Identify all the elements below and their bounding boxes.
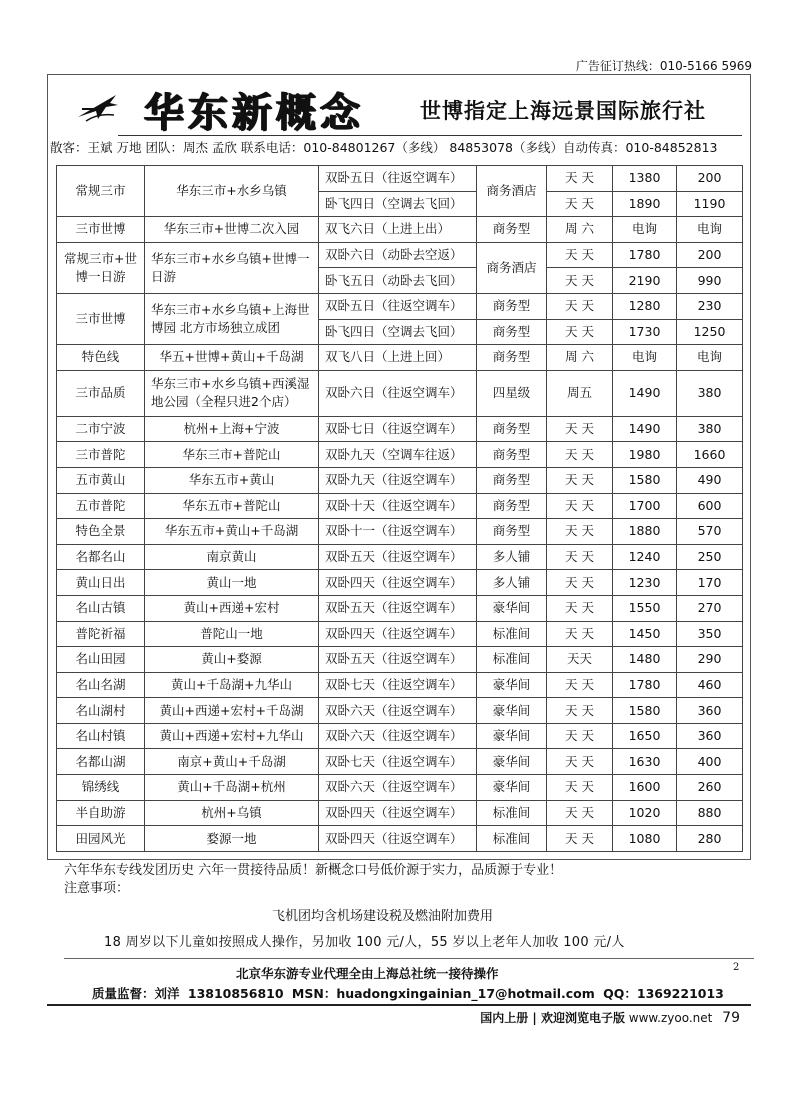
- table-row: [57, 621, 743, 647]
- departure: 天 天: [547, 268, 613, 294]
- adult-price: 1780: [613, 672, 677, 698]
- accommodation: 商务酒店: [477, 242, 547, 293]
- departure: 天 天: [547, 672, 613, 698]
- notes-title: 注意事项：: [64, 881, 130, 896]
- child-price: 1250: [677, 319, 743, 345]
- child-price: 400: [677, 749, 743, 775]
- child-price: 电询: [677, 345, 743, 371]
- supervisor-phone: 13810856810: [187, 986, 284, 1001]
- destinations: 华东三市+水乡乌镇: [145, 166, 319, 217]
- table-row: [57, 217, 743, 243]
- departure: 天天: [547, 647, 613, 673]
- route-name: 特色全景: [57, 519, 145, 545]
- destinations: 华东三市+水乡乌镇+西溪湿地公园（全程只进2个店）: [145, 370, 319, 416]
- child-price: 280: [677, 826, 743, 852]
- route-name: 三市普陀: [57, 442, 145, 468]
- history-slogan: 六年华东专线发团历史 六年一贯接待品质！新概念口号低价源于实力，品质源于专业！: [64, 863, 563, 878]
- transport: 双卧九天（往返空调车）: [319, 467, 477, 493]
- accommodation: 商务型: [477, 416, 547, 442]
- child-price: 380: [677, 416, 743, 442]
- table-row: [57, 672, 743, 698]
- tour-table: [56, 165, 743, 852]
- route-name: 五市黄山: [57, 467, 145, 493]
- route-name: 名山湖村: [57, 698, 145, 724]
- note-airport-tax: 飞机团均含机场建设税及燃油附加费用: [272, 909, 494, 924]
- adult-price: 1450: [613, 621, 677, 647]
- adult-price: 1230: [613, 570, 677, 596]
- accommodation: 商务酒店: [477, 166, 547, 217]
- destinations: 黄山+西递+宏村: [145, 595, 319, 621]
- destinations: 黄山+西递+宏村+千岛湖: [145, 698, 319, 724]
- accommodation: 标准间: [477, 621, 547, 647]
- route-name: 锦绣线: [57, 775, 145, 801]
- route-name: 名山名湖: [57, 672, 145, 698]
- supervision-line: [92, 984, 728, 1002]
- departure: 天 天: [547, 698, 613, 724]
- destinations: 华东五市+黄山: [145, 467, 319, 493]
- table-row: [57, 293, 743, 319]
- table-row: [57, 416, 743, 442]
- route-name: 名山古镇: [57, 595, 145, 621]
- adult-price: 1780: [613, 242, 677, 268]
- table-row: [57, 723, 743, 749]
- departure: 天 天: [547, 166, 613, 192]
- departure: 天 天: [547, 519, 613, 545]
- adult-price: 1630: [613, 749, 677, 775]
- notes-block: [64, 862, 754, 898]
- destinations: 杭州+上海+宁波: [145, 416, 319, 442]
- child-price: 200: [677, 242, 743, 268]
- child-price: 990: [677, 268, 743, 294]
- supervisor-label: 质量监督：刘洋: [92, 986, 180, 1001]
- adult-price: 1480: [613, 647, 677, 673]
- accommodation: 标准间: [477, 800, 547, 826]
- destinations: 华东三市+世博二次入园: [145, 217, 319, 243]
- departure: 天 天: [547, 570, 613, 596]
- transport: 双卧十一（往返空调车）: [319, 519, 477, 545]
- departure: 天 天: [547, 416, 613, 442]
- adult-price: 1490: [613, 416, 677, 442]
- adult-price: 1580: [613, 698, 677, 724]
- page-number: 79: [722, 1010, 740, 1026]
- qq-contact: QQ：1369221013: [603, 986, 724, 1001]
- destinations: 普陀山一地: [145, 621, 319, 647]
- child-price: 880: [677, 800, 743, 826]
- table-row: [57, 698, 743, 724]
- transport: 双卧九天（空调车往返）: [319, 442, 477, 468]
- adult-price: 1650: [613, 723, 677, 749]
- transport: 双卧五天（往返空调车）: [319, 544, 477, 570]
- footer-divider: [47, 1004, 751, 1006]
- departure: 周五: [547, 370, 613, 416]
- accommodation: 豪华间: [477, 749, 547, 775]
- destinations: 南京+黄山+千岛湖: [145, 749, 319, 775]
- route-name: 常规三市: [57, 166, 145, 217]
- departure: 天 天: [547, 621, 613, 647]
- route-name: 二市宁波: [57, 416, 145, 442]
- accommodation: 商务型: [477, 293, 547, 319]
- footer-site: www.zyoo.net: [628, 1011, 713, 1025]
- page-mark: 2: [733, 962, 740, 973]
- transport: 双卧六天（往返空调车）: [319, 723, 477, 749]
- note-age-surcharge: 18 周岁以下儿童如按照成人操作，另加收 100 元/人，55 岁以上老年人加收 100 元/人: [104, 935, 625, 950]
- departure: 天 天: [547, 442, 613, 468]
- departure: 天 天: [547, 242, 613, 268]
- transport: 双卧六日（往返空调车）: [319, 370, 477, 416]
- table-row: [57, 345, 743, 371]
- destinations: 黄山一地: [145, 570, 319, 596]
- route-name: 名都名山: [57, 544, 145, 570]
- table-row: [57, 544, 743, 570]
- child-price: 1660: [677, 442, 743, 468]
- table-row: [57, 775, 743, 801]
- child-price: 380: [677, 370, 743, 416]
- route-name: 特色线: [57, 345, 145, 371]
- child-price: 260: [677, 775, 743, 801]
- child-price: 230: [677, 293, 743, 319]
- adult-price: 2190: [613, 268, 677, 294]
- table-row: [57, 570, 743, 596]
- brand-title: 华东新概念: [144, 89, 364, 136]
- child-price: 170: [677, 570, 743, 596]
- departure: 天 天: [547, 319, 613, 345]
- route-name: 普陀祈福: [57, 621, 145, 647]
- transport: 双卧五天（往返空调车）: [319, 595, 477, 621]
- adult-price: 1380: [613, 166, 677, 192]
- transport: 双卧七日（往返空调车）: [319, 416, 477, 442]
- accommodation: 多人铺: [477, 570, 547, 596]
- child-price: 360: [677, 698, 743, 724]
- route-name: 三市世博: [57, 217, 145, 243]
- accommodation: 商务型: [477, 442, 547, 468]
- route-name: 黄山日出: [57, 570, 145, 596]
- destinations: 南京黄山: [145, 544, 319, 570]
- route-name: 半自助游: [57, 800, 145, 826]
- transport: 双飞六日（上进上出）: [319, 217, 477, 243]
- child-price: 270: [677, 595, 743, 621]
- transport: 双卧四天（往返空调车）: [319, 570, 477, 596]
- transport: 双卧四天（往返空调车）: [319, 800, 477, 826]
- table-row: [57, 242, 743, 268]
- transport: 双卧五天（往返空调车）: [319, 647, 477, 673]
- child-price: 360: [677, 723, 743, 749]
- table-row: [57, 467, 743, 493]
- adult-price: 1600: [613, 775, 677, 801]
- route-name: 常规三市+世博一日游: [57, 242, 145, 293]
- accommodation: 商务型: [477, 319, 547, 345]
- table-row: [57, 826, 743, 852]
- child-price: 250: [677, 544, 743, 570]
- adult-price: 电询: [613, 217, 677, 243]
- departure: 天 天: [547, 293, 613, 319]
- departure: 天 天: [547, 775, 613, 801]
- destinations: 华东三市+水乡乌镇+世博一日游: [145, 242, 319, 293]
- table-row: [57, 519, 743, 545]
- table-row: [57, 800, 743, 826]
- child-price: 600: [677, 493, 743, 519]
- adult-price: 1550: [613, 595, 677, 621]
- transport: 双卧四天（往返空调车）: [319, 826, 477, 852]
- route-name: 五市普陀: [57, 493, 145, 519]
- adult-price: 1980: [613, 442, 677, 468]
- transport: 双卧五日（往返空调车）: [319, 293, 477, 319]
- transport: 卧飞四日（空调去飞回）: [319, 319, 477, 345]
- departure: 天 天: [547, 749, 613, 775]
- route-name: 名山村镇: [57, 723, 145, 749]
- route-name: 三市品质: [57, 370, 145, 416]
- table-row: [57, 493, 743, 519]
- child-price: 290: [677, 647, 743, 673]
- destinations: 黄山+西递+宏村+九华山: [145, 723, 319, 749]
- accommodation: 豪华间: [477, 723, 547, 749]
- ad-hotline: 广告征订热线：010-5166 5969: [575, 59, 752, 73]
- transport: 双卧十天（往返空调车）: [319, 493, 477, 519]
- route-name: 三市世博: [57, 293, 145, 344]
- plane-logo-icon: [76, 87, 120, 125]
- adult-price: 1240: [613, 544, 677, 570]
- departure: 天 天: [547, 595, 613, 621]
- child-price: 490: [677, 467, 743, 493]
- destinations: 杭州+乌镇: [145, 800, 319, 826]
- table-row: [57, 370, 743, 416]
- child-price: 电询: [677, 217, 743, 243]
- destinations: 华东三市+水乡乌镇+上海世博园 北方市场独立成团: [145, 293, 319, 344]
- departure: 周 六: [547, 345, 613, 371]
- accommodation: 商务型: [477, 345, 547, 371]
- table-row: [57, 647, 743, 673]
- logo-divider: [118, 135, 742, 136]
- departure: 天 天: [547, 544, 613, 570]
- destinations: 华五+世博+黄山+千岛湖: [145, 345, 319, 371]
- route-name: 田园风光: [57, 826, 145, 852]
- transport: 双卧七天（往返空调车）: [319, 749, 477, 775]
- table-row: [57, 595, 743, 621]
- transport: 双卧六天（往返空调车）: [319, 775, 477, 801]
- transport: 双卧七天（往返空调车）: [319, 672, 477, 698]
- adult-price: 1280: [613, 293, 677, 319]
- accommodation: 商务型: [477, 467, 547, 493]
- departure: 天 天: [547, 826, 613, 852]
- footer-label: 国内上册 | 欢迎浏览电子版: [480, 1011, 625, 1025]
- departure: 周 六: [547, 217, 613, 243]
- transport: 双卧四天（往返空调车）: [319, 621, 477, 647]
- accommodation: 豪华间: [477, 672, 547, 698]
- transport: 双卧六天（往返空调车）: [319, 698, 477, 724]
- accommodation: 豪华间: [477, 698, 547, 724]
- adult-price: 1490: [613, 370, 677, 416]
- adult-price: 1890: [613, 191, 677, 217]
- brand-slogan: 世博指定上海远景国际旅行社: [420, 98, 706, 123]
- route-name: 名都山湖: [57, 749, 145, 775]
- transport: 双卧五日（往返空调车）: [319, 166, 477, 192]
- destinations: 黄山+婺源: [145, 647, 319, 673]
- adult-price: 1700: [613, 493, 677, 519]
- departure: 天 天: [547, 723, 613, 749]
- divider: [64, 958, 754, 959]
- contact-line: 散客：王斌 万地 团队：周杰 孟欣 联系电话：010-84801267（多线） 84853078（多线）自动传真：010-84852813: [50, 140, 718, 155]
- transport: 卧飞四日（空调去飞回）: [319, 191, 477, 217]
- child-price: 460: [677, 672, 743, 698]
- departure: 天 天: [547, 467, 613, 493]
- agent-statement: 北京华东游专业代理全由上海总社统一接待操作: [236, 966, 499, 981]
- adult-price: 1080: [613, 826, 677, 852]
- content-frame: [47, 74, 751, 860]
- accommodation: 商务型: [477, 519, 547, 545]
- adult-price: 1880: [613, 519, 677, 545]
- accommodation: 商务型: [477, 217, 547, 243]
- accommodation: 多人铺: [477, 544, 547, 570]
- destinations: 婺源一地: [145, 826, 319, 852]
- accommodation: 四星级: [477, 370, 547, 416]
- accommodation: 标准间: [477, 826, 547, 852]
- table-row: [57, 442, 743, 468]
- table-row: [57, 166, 743, 192]
- departure: 天 天: [547, 800, 613, 826]
- adult-price: 1580: [613, 467, 677, 493]
- route-name: 名山田园: [57, 647, 145, 673]
- departure: 天 天: [547, 191, 613, 217]
- adult-price: 电询: [613, 345, 677, 371]
- accommodation: 豪华间: [477, 595, 547, 621]
- child-price: 1190: [677, 191, 743, 217]
- msn-contact: MSN：huadongxingainian_17@hotmail.com: [291, 986, 595, 1001]
- destinations: 华东三市+普陀山: [145, 442, 319, 468]
- accommodation: 商务型: [477, 493, 547, 519]
- child-price: 200: [677, 166, 743, 192]
- accommodation: 标准间: [477, 647, 547, 673]
- destinations: 黄山+千岛湖+杭州: [145, 775, 319, 801]
- destinations: 华东五市+普陀山: [145, 493, 319, 519]
- accommodation: 豪华间: [477, 775, 547, 801]
- logo-row: [48, 79, 750, 136]
- destinations: 黄山+千岛湖+九华山: [145, 672, 319, 698]
- departure: 天 天: [547, 493, 613, 519]
- transport: 卧飞五日（动卧去飞回）: [319, 268, 477, 294]
- adult-price: 1730: [613, 319, 677, 345]
- adult-price: 1020: [613, 800, 677, 826]
- child-price: 350: [677, 621, 743, 647]
- page-footer: [480, 1009, 740, 1026]
- destinations: 华东五市+黄山+千岛湖: [145, 519, 319, 545]
- child-price: 570: [677, 519, 743, 545]
- transport: 双卧六日（动卧去空返）: [319, 242, 477, 268]
- transport: 双飞八日（上进上回）: [319, 345, 477, 371]
- table-row: [57, 749, 743, 775]
